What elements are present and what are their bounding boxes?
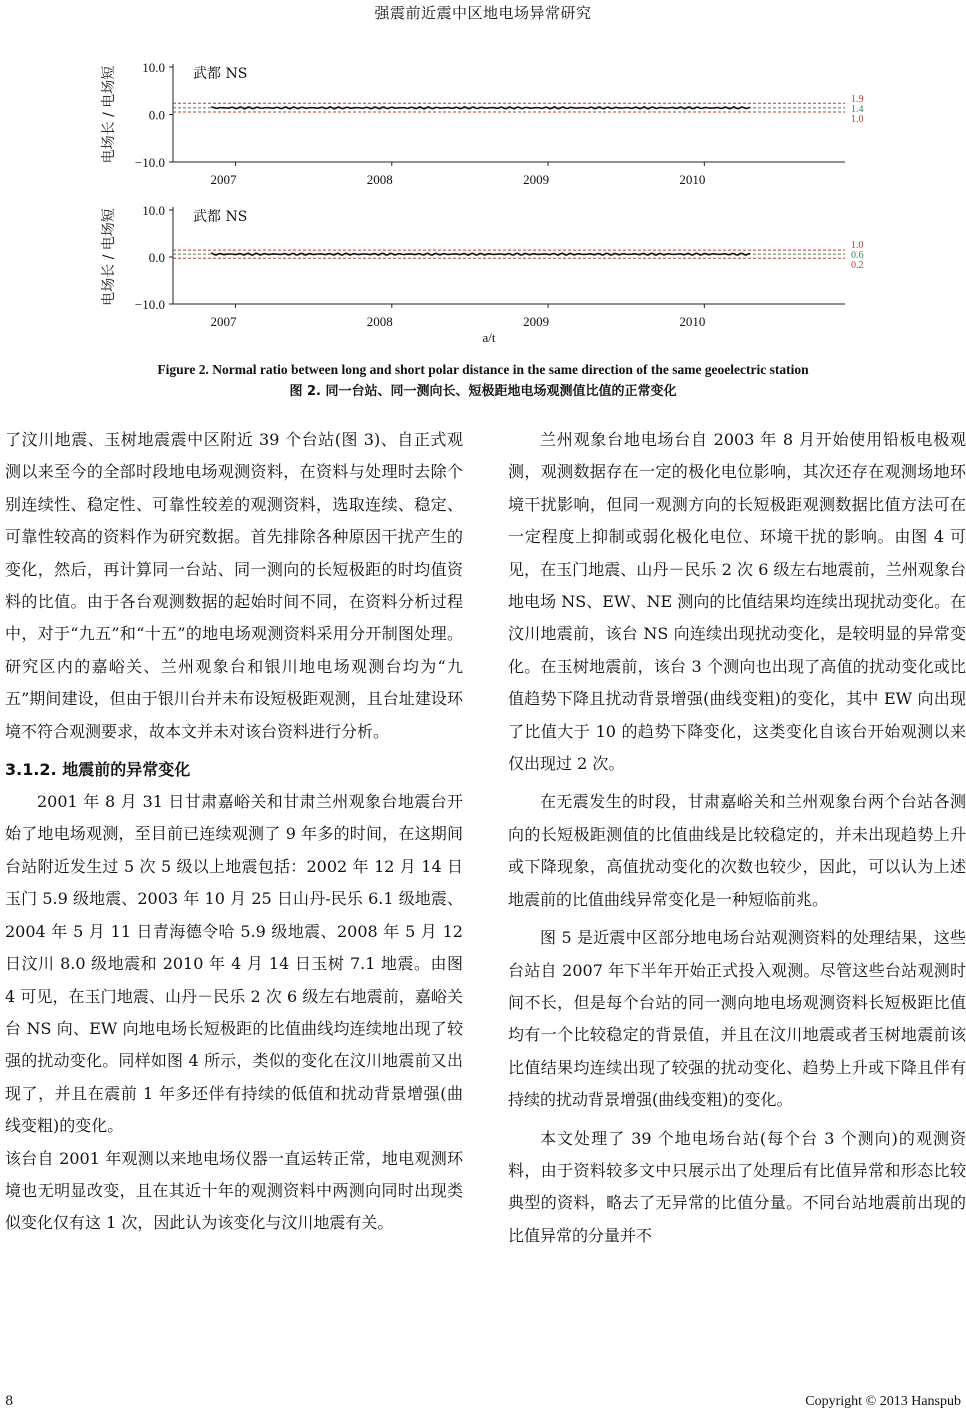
chart-title: 武都 NS bbox=[193, 209, 248, 225]
x-axis-label: a/t bbox=[482, 330, 496, 345]
reference-label: 1.0 bbox=[851, 113, 864, 125]
left-paragraph-2: 2001 年 8 月 31 日甘肃嘉峪关和甘肃兰州观象台地震台开始了地电场观测，至目前已连续观测了 9 年多的时间，在这期间台站附近发生过 5 次 5 级以上地震包括：2002 年 12 月 14 日玉门 5.9 级地震、2003 年 10 月 25 日山丹-民乐 6.1 级地震、2004 年 5 月 11 日青海德令哈 5.9 级地震、2008 年 5 月 12 日汶川 8.0 级地震和 2010 年 4 月 14 日玉树 7.1 地震。由图 4 可见，在玉门地震、山丹－民乐 2 次 6 级左右地震前，嘉峪关台 NS 向、EW 向地电场长短极距的比值曲线均连续地出现了较强的扰动变化。同样如图 4 所示，类似的变化在汶川地震前又出现了，并且在震前 1 年多还伴有持续的低值和扰动背景增强(曲线变粗)的变化。 bbox=[5, 792, 463, 1136]
data-series-line bbox=[212, 107, 750, 109]
figure-caption-english: Figure 2. Normal ratio between long and short polar distance in the same direction of the same geoelectric station bbox=[157, 362, 809, 377]
data-series-line bbox=[212, 253, 750, 255]
right-paragraph-1: 兰州观象台地电场台自 2003 年 8 月开始使用铅板电极观测，观测数据存在一定的极化电位影响，其次还存在观测场地环境干扰影响，但同一观测方向的长短极距观测数据比值方法可在一定程度上抑制或弱化极化电位、环境干扰的影响。由图 4 可见，在玉门地震、山丹－民乐 2 次 6 级左右地震前，兰州观象台地电场 NS、EW、NE 测向的比值结果均连续出现扰动变化。在汶川地震前，该台 NS 向连续出现扰动变化，是较明显的异常变化。在玉树地震前，该台 3 个测向也出现了高值的扰动变化或比值趋势下降且扰动背景增强(曲线变粗)的变化，其中 EW 向出现了比值大于 10 的趋势下降变化，这类变化自该台开始观测以来仅出现过 2 次。 bbox=[508, 430, 966, 774]
right-text-column bbox=[508, 424, 966, 1252]
chart-panel-top bbox=[100, 60, 864, 187]
y-axis-label: 电场长 / 电场短 bbox=[101, 65, 117, 164]
x-tick-label: 2009 bbox=[523, 172, 550, 187]
reference-label: 1.0 bbox=[851, 240, 864, 252]
right-paragraph-4: 本文处理了 39 个地电场台站(每个台 3 个测向)的观测资料，由于资料较多文中只展示出了处理后有比值异常和形态比较典型的资料，略去了无异常的比值分量。不同台站地震前出现的比值异常的分量并不 bbox=[508, 1128, 966, 1245]
y-tick-label: 10.0 bbox=[142, 203, 165, 218]
x-tick-label: 2008 bbox=[366, 172, 393, 187]
x-tick-label: 2008 bbox=[366, 314, 393, 329]
y-tick-label: 0.0 bbox=[148, 250, 165, 265]
right-paragraph-3: 图 5 是近震中区部分地电场台站观测资料的处理结果，这些台站自 2007 年下半年开始正式投入观测。尽管这些台站观测时间不长，但是每个台站的同一测向地电场观测资料长短极距比值均有一个比较稳定的背景值，并且在汶川地震或者玉树地震前该比值结果均连续出现了较强的扰动变化、趋势上升或下降且伴有持续的扰动背景增强(曲线变粗)的变化。 bbox=[508, 928, 966, 1110]
y-tick-label: −10.0 bbox=[134, 297, 165, 312]
y-tick-label: 0.0 bbox=[148, 107, 165, 123]
left-paragraph-1: 了汶川地震、玉树地震震中区附近 39 个台站(图 3)、自正式观测以来至今的全部时段地电场观测资料，在资料与处理时去除个别连续性、稳定性、可靠性较差的观测资料，选取连续、稳定、可靠性较高的资料作为研究数据。首先排除各种原因干扰产生的变化，然后，再计算同一台站、同一测向的长短极距的时均值资料的比值。由于各台观测数据的起始时间不同，在资料分析过程中，对于“九五”和“十五”的地电场观测资料采用分开制图处理。研究区内的嘉峪关、兰州观象台和银川地电场观测台均为“九五”期间建设，但由于银川台并未布设短极距观测，且台址建设环境不符合观测要求，故本文并未对该台资料进行分析。 bbox=[5, 430, 463, 741]
right-paragraph-2: 在无震发生的时段，甘肃嘉峪关和兰州观象台两个台站各测向的长短极距测值的比值曲线是比较稳定的，并未出现趋势上升或下降现象，高值扰动变化的次数也较少，因此，可以认为上述地震前的比值曲线异常变化是一种短临前兆。 bbox=[508, 792, 966, 909]
figure-2-charts bbox=[0, 40, 966, 350]
reference-label: 0.6 bbox=[851, 250, 864, 262]
reference-label: 1.4 bbox=[851, 103, 864, 115]
left-paragraph-3: 该台自 2001 年观测以来地电场仪器一直运转正常，地电观测环境也无明显改变，且在其近十年的观测资料中两测向同时出现类似变化仅有这 1 次，因此认为该变化与汶川地震有关。 bbox=[5, 1148, 463, 1233]
copyright-notice: Copyright © 2013 Hanspub bbox=[805, 1394, 961, 1409]
page-header-title: 强震前近震中区地电场异常研究 bbox=[374, 4, 592, 22]
y-tick-label: −10.0 bbox=[134, 155, 165, 170]
x-tick-label: 2007 bbox=[210, 314, 237, 329]
chart-title: 武都 NS bbox=[193, 66, 248, 82]
figure-caption-chinese: 图 2. 同一台站、同一测向长、短极距地电场观测值比值的正常变化 bbox=[289, 384, 677, 399]
y-axis-label: 电场长 / 电场短 bbox=[101, 208, 117, 306]
reference-label: 0.2 bbox=[851, 260, 864, 272]
x-tick-label: 2010 bbox=[679, 314, 706, 329]
page-number: 8 bbox=[5, 1394, 14, 1409]
chart-panel-bottom bbox=[100, 203, 864, 345]
x-tick-label: 2007 bbox=[210, 172, 237, 187]
y-tick-label: 10.0 bbox=[142, 60, 165, 75]
reference-label: 1.9 bbox=[851, 93, 864, 105]
left-text-column bbox=[5, 424, 463, 1240]
x-tick-label: 2010 bbox=[679, 172, 706, 187]
section-heading-3-1-2: 3.1.2. 地震前的异常变化 bbox=[5, 760, 191, 780]
x-tick-label: 2009 bbox=[523, 314, 550, 329]
